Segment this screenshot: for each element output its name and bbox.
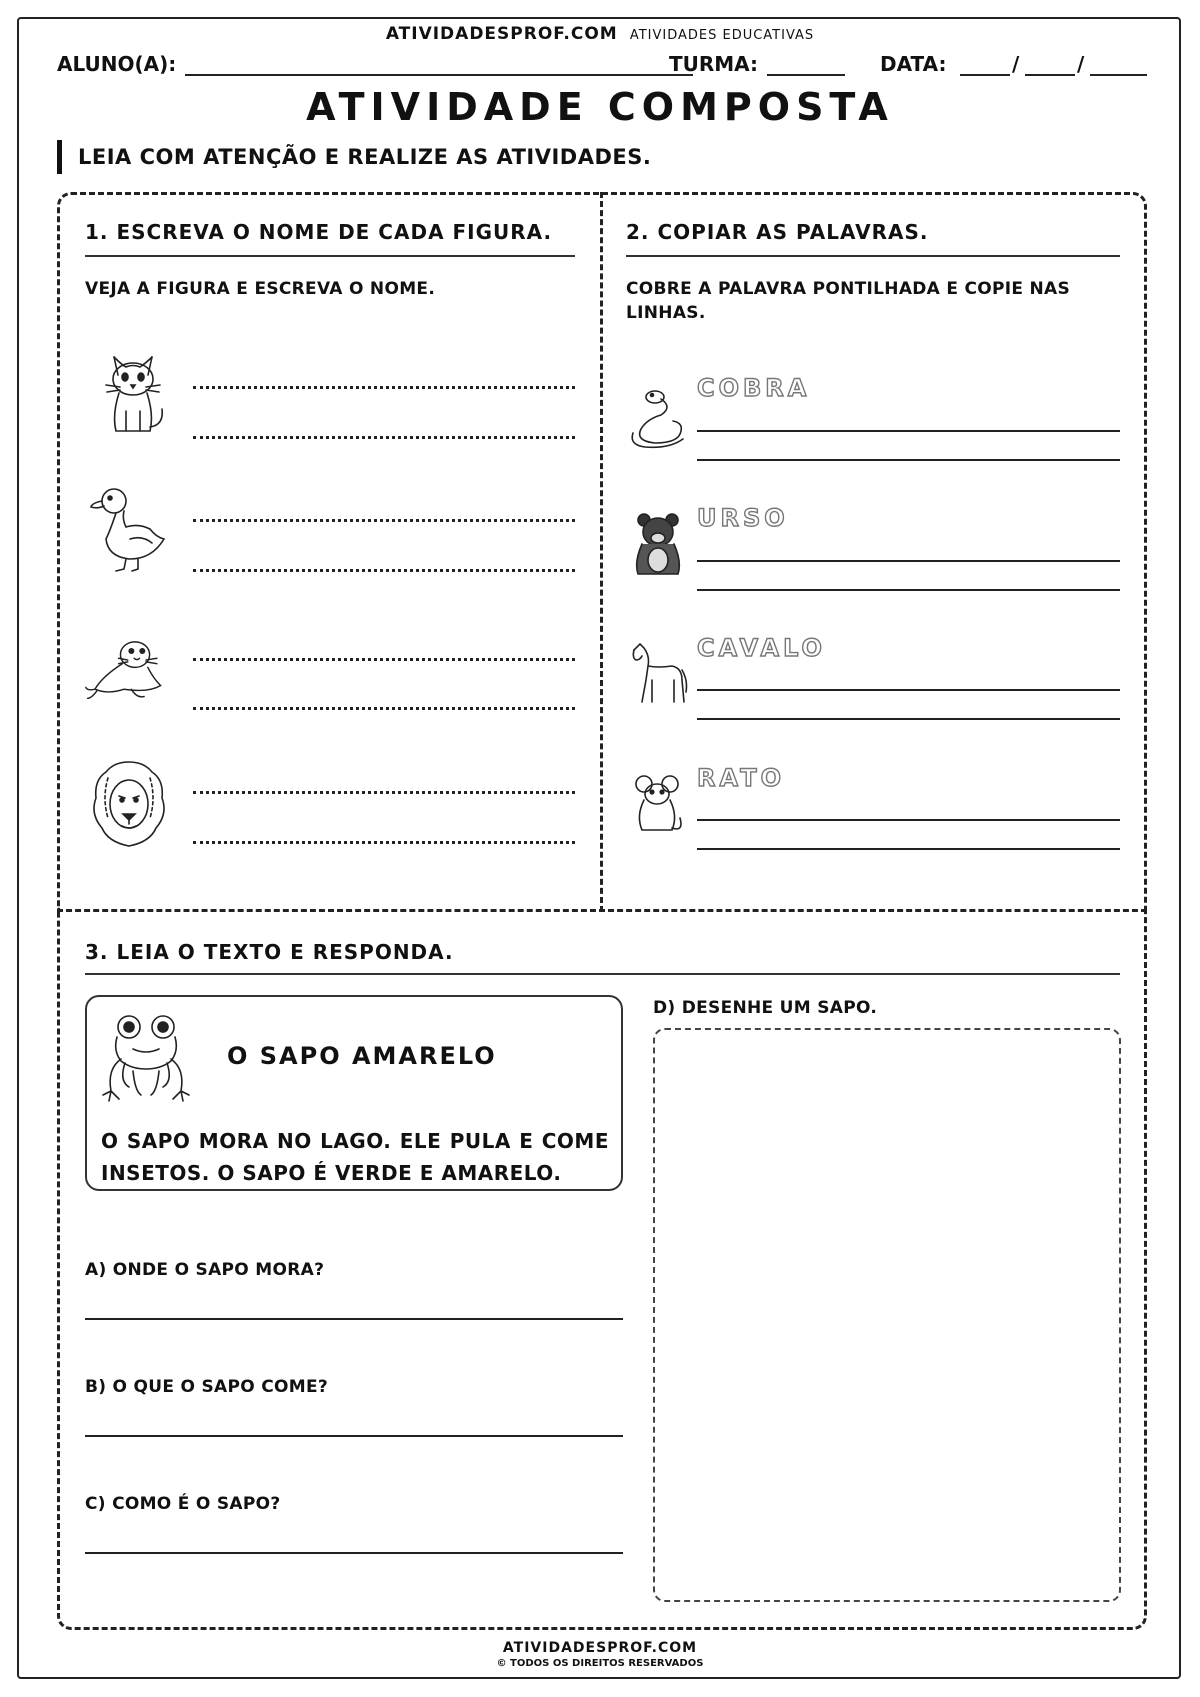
footer-rights: © TODOS OS DIREITOS RESERVADOS [496,1658,704,1669]
section3-rule [85,973,1120,975]
question-c: C) COMO É O SAPO? [85,1494,281,1514]
lion-icon [88,758,170,850]
date-label: DATA: [880,52,947,76]
seal-icon [84,625,166,717]
copy-line[interactable] [697,560,1120,562]
section2-rule [626,255,1120,257]
copy-line[interactable] [697,459,1120,461]
section2-title: 2. COPIAR AS PALAVRAS. [626,220,929,244]
answer-line[interactable] [85,1552,623,1554]
copy-line[interactable] [697,848,1120,850]
answer-line[interactable] [193,569,575,572]
copy-line[interactable] [697,430,1120,432]
page-title: ATIVIDADE COMPOSTA [306,85,894,129]
answer-line[interactable] [193,707,575,710]
cat-icon [92,345,174,437]
section1-desc: VEJA A FIGURA E ESCREVA O NOME. [85,279,436,299]
story-box [85,995,623,1191]
answer-line[interactable] [193,658,575,661]
snake-icon [625,385,689,453]
student-info-row [57,52,1147,80]
question-b: B) O QUE O SAPO COME? [85,1377,329,1397]
column-divider [600,192,603,912]
section3-title: 3. LEIA O TEXTO E RESPONDA. [85,940,454,964]
frog-icon [101,1011,191,1103]
date-day-field[interactable] [960,74,1010,76]
question-a: A) ONDE O SAPO MORA? [85,1260,325,1280]
mouse-icon [630,772,686,838]
student-name-field[interactable] [185,74,693,76]
answer-line[interactable] [193,386,575,389]
answer-line[interactable] [85,1435,623,1437]
site-subtitle: ATIVIDADES EDUCATIVAS [629,28,815,43]
section2-desc: COBRE A PALAVRA PONTILHADA E COPIE NAS LINHAS. [626,279,1071,323]
student-label: ALUNO(A): [57,52,177,76]
drawing-area[interactable] [653,1028,1121,1602]
trace-word: RATO [697,764,785,792]
instruction: LEIA COM ATENÇÃO E REALIZE AS ATIVIDADES. [57,140,651,174]
bear-icon [628,512,688,578]
class-label: TURMA: [669,52,759,76]
story-text: O SAPO MORA NO LAGO. ELE PULA E COME INSETOS. O SAPO É VERDE E AMARELO. [101,1129,609,1185]
trace-word: COBRA [697,374,811,402]
date-separator: / [1012,52,1020,76]
trace-word: CAVALO [697,634,826,662]
date-year-field[interactable] [1090,74,1147,76]
draw-prompt: D) DESENHE UM SAPO. [653,998,878,1018]
answer-line[interactable] [85,1318,623,1320]
answer-line[interactable] [193,791,575,794]
class-field[interactable] [767,74,845,76]
trace-word: URSO [697,504,789,532]
section1-rule [85,255,575,257]
copy-line[interactable] [697,718,1120,720]
copy-line[interactable] [697,819,1120,821]
site-name: ATIVIDADESPROF.COM [385,24,618,44]
copy-line[interactable] [697,689,1120,691]
copy-line[interactable] [697,589,1120,591]
date-separator: / [1077,52,1085,76]
footer-site: ATIVIDADESPROF.COM [502,1640,698,1656]
story-title: O SAPO AMARELO [227,1042,497,1070]
site-header [0,24,1200,44]
answer-line[interactable] [193,841,575,844]
footer [0,1640,1200,1669]
section1-title: 1. ESCREVA O NOME DE CADA FIGURA. [85,220,553,244]
date-month-field[interactable] [1025,74,1075,76]
horse-icon [628,640,688,708]
answer-line[interactable] [193,519,575,522]
answer-line[interactable] [193,436,575,439]
duck-icon [86,483,168,575]
